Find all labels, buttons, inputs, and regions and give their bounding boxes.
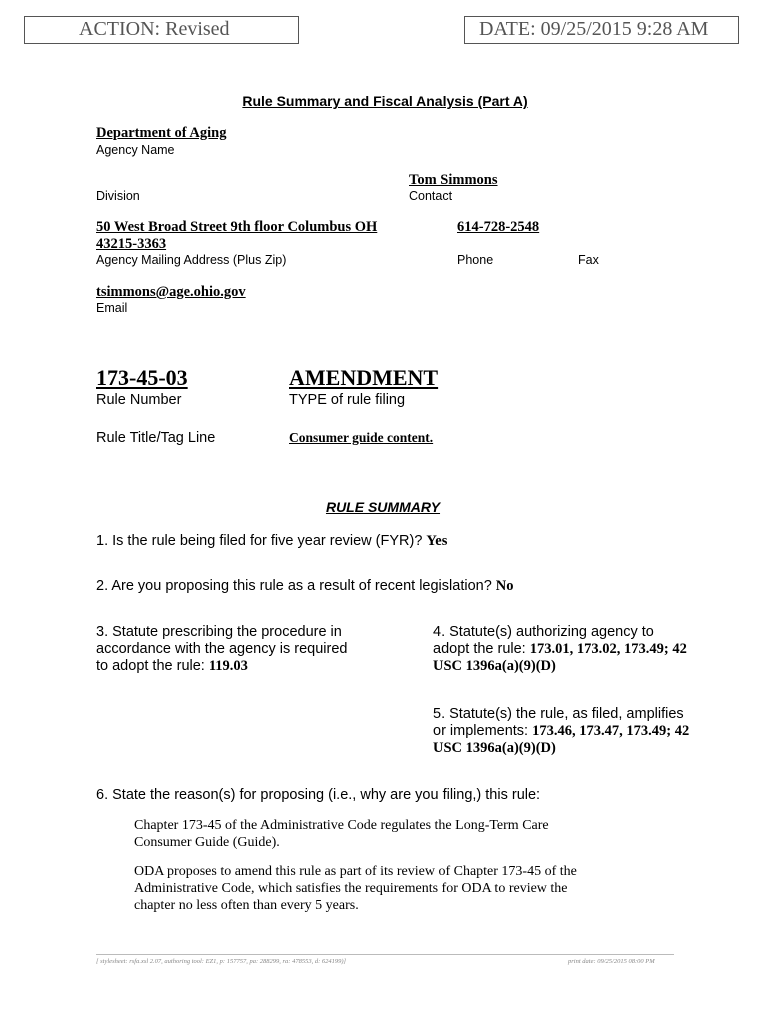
rule-type: AMENDMENT: [289, 365, 439, 390]
answer-3: 119.03: [208, 658, 248, 674]
question-3: [96, 624, 406, 675]
reason-p1-line2: Consumer Guide (Guide).: [134, 835, 280, 850]
question-5-line2: or implements:: [433, 723, 529, 739]
rule-title-value: Consumer guide content.: [289, 430, 434, 445]
question-5: [433, 706, 733, 757]
action-text: ACTION: Revised: [79, 18, 230, 40]
agency-name-value: Department of Aging: [96, 125, 227, 141]
email-value: tsimmons@age.ohio.gov: [96, 284, 246, 300]
answer-2: No: [495, 578, 514, 594]
question-1: [96, 533, 447, 550]
reason-p2-line2: Administrative Code, which satisfies the requirements for ODA to review the: [134, 881, 568, 896]
question-3-line3: to adopt the rule:: [96, 658, 205, 674]
address-line1: 50 West Broad Street 9th floor Columbus OH: [96, 219, 378, 235]
answer-5-line2: USC 1396a(a)(9)(D): [433, 740, 556, 756]
footer-left: [ stylesheet: rsfa.xsl 2.07, authoring tool: EZ1, p: 157757, pa: 288299, ra: 478553, d: 624199)]: [96, 958, 347, 965]
question-3-line1: 3. Statute prescribing the procedure in: [96, 624, 342, 640]
question-4: [433, 624, 733, 675]
contact-label: Contact: [409, 189, 453, 203]
answer-4-line1: 173.01, 173.02, 173.49; 42: [529, 641, 687, 657]
reason-paragraph-1: [134, 817, 549, 851]
question-4-line2: adopt the rule:: [433, 641, 526, 657]
phone-value: 614-728-2548: [457, 219, 540, 235]
reason-p2-line3: chapter no less often than every 5 years.: [134, 898, 359, 913]
rule-number-label: Rule Number: [96, 392, 182, 408]
footer-right: print date: 09/25/2015 08:00 PM: [568, 958, 655, 965]
footer-divider: [96, 954, 674, 955]
answer-5-line1: 173.46, 173.47, 173.49; 42: [532, 723, 690, 739]
contact-value: Tom Simmons: [409, 172, 498, 188]
rule-title-label: Rule Title/Tag Line: [96, 430, 216, 446]
action-box: [24, 16, 299, 44]
address-line2: 43215-3363: [96, 236, 167, 252]
reason-paragraph-2: [134, 863, 577, 914]
rule-type-label: TYPE of rule filing: [289, 392, 406, 408]
division-label: Division: [96, 189, 140, 203]
phone-label: Phone: [457, 253, 494, 267]
question-4-line1: 4. Statute(s) authorizing agency to: [433, 624, 654, 640]
agency-name-label: Agency Name: [96, 143, 175, 157]
reason-p2-line1: ODA proposes to amend this rule as part of its review of Chapter 173-45 of the: [134, 864, 577, 879]
page-title: Rule Summary and Fiscal Analysis (Part A): [242, 93, 528, 109]
question-3-line2: accordance with the agency is required: [96, 641, 348, 657]
address-label: Agency Mailing Address (Plus Zip): [96, 253, 287, 267]
question-6: 6. State the reason(s) for proposing (i.e., why are you filing,) this rule:: [96, 787, 541, 803]
rule-summary-heading: RULE SUMMARY: [325, 499, 441, 515]
date-text: DATE: 09/25/2015 9:28 AM: [479, 18, 709, 40]
question-5-line1: 5. Statute(s) the rule, as filed, amplifies: [433, 706, 684, 722]
date-box: [464, 16, 739, 44]
answer-4-line2: USC 1396a(a)(9)(D): [433, 658, 556, 674]
question-1-text: 1. Is the rule being filed for five year review (FYR)?: [96, 533, 423, 549]
answer-1: Yes: [426, 533, 448, 549]
reason-p1-line1: Chapter 173-45 of the Administrative Code regulates the Long-Term Care: [134, 818, 549, 833]
rule-number: 173-45-03: [96, 365, 188, 390]
email-label: Email: [96, 301, 128, 315]
question-2: [96, 578, 514, 595]
fax-label: Fax: [578, 253, 599, 267]
question-2-text: 2. Are you proposing this rule as a result of recent legislation?: [96, 578, 492, 594]
